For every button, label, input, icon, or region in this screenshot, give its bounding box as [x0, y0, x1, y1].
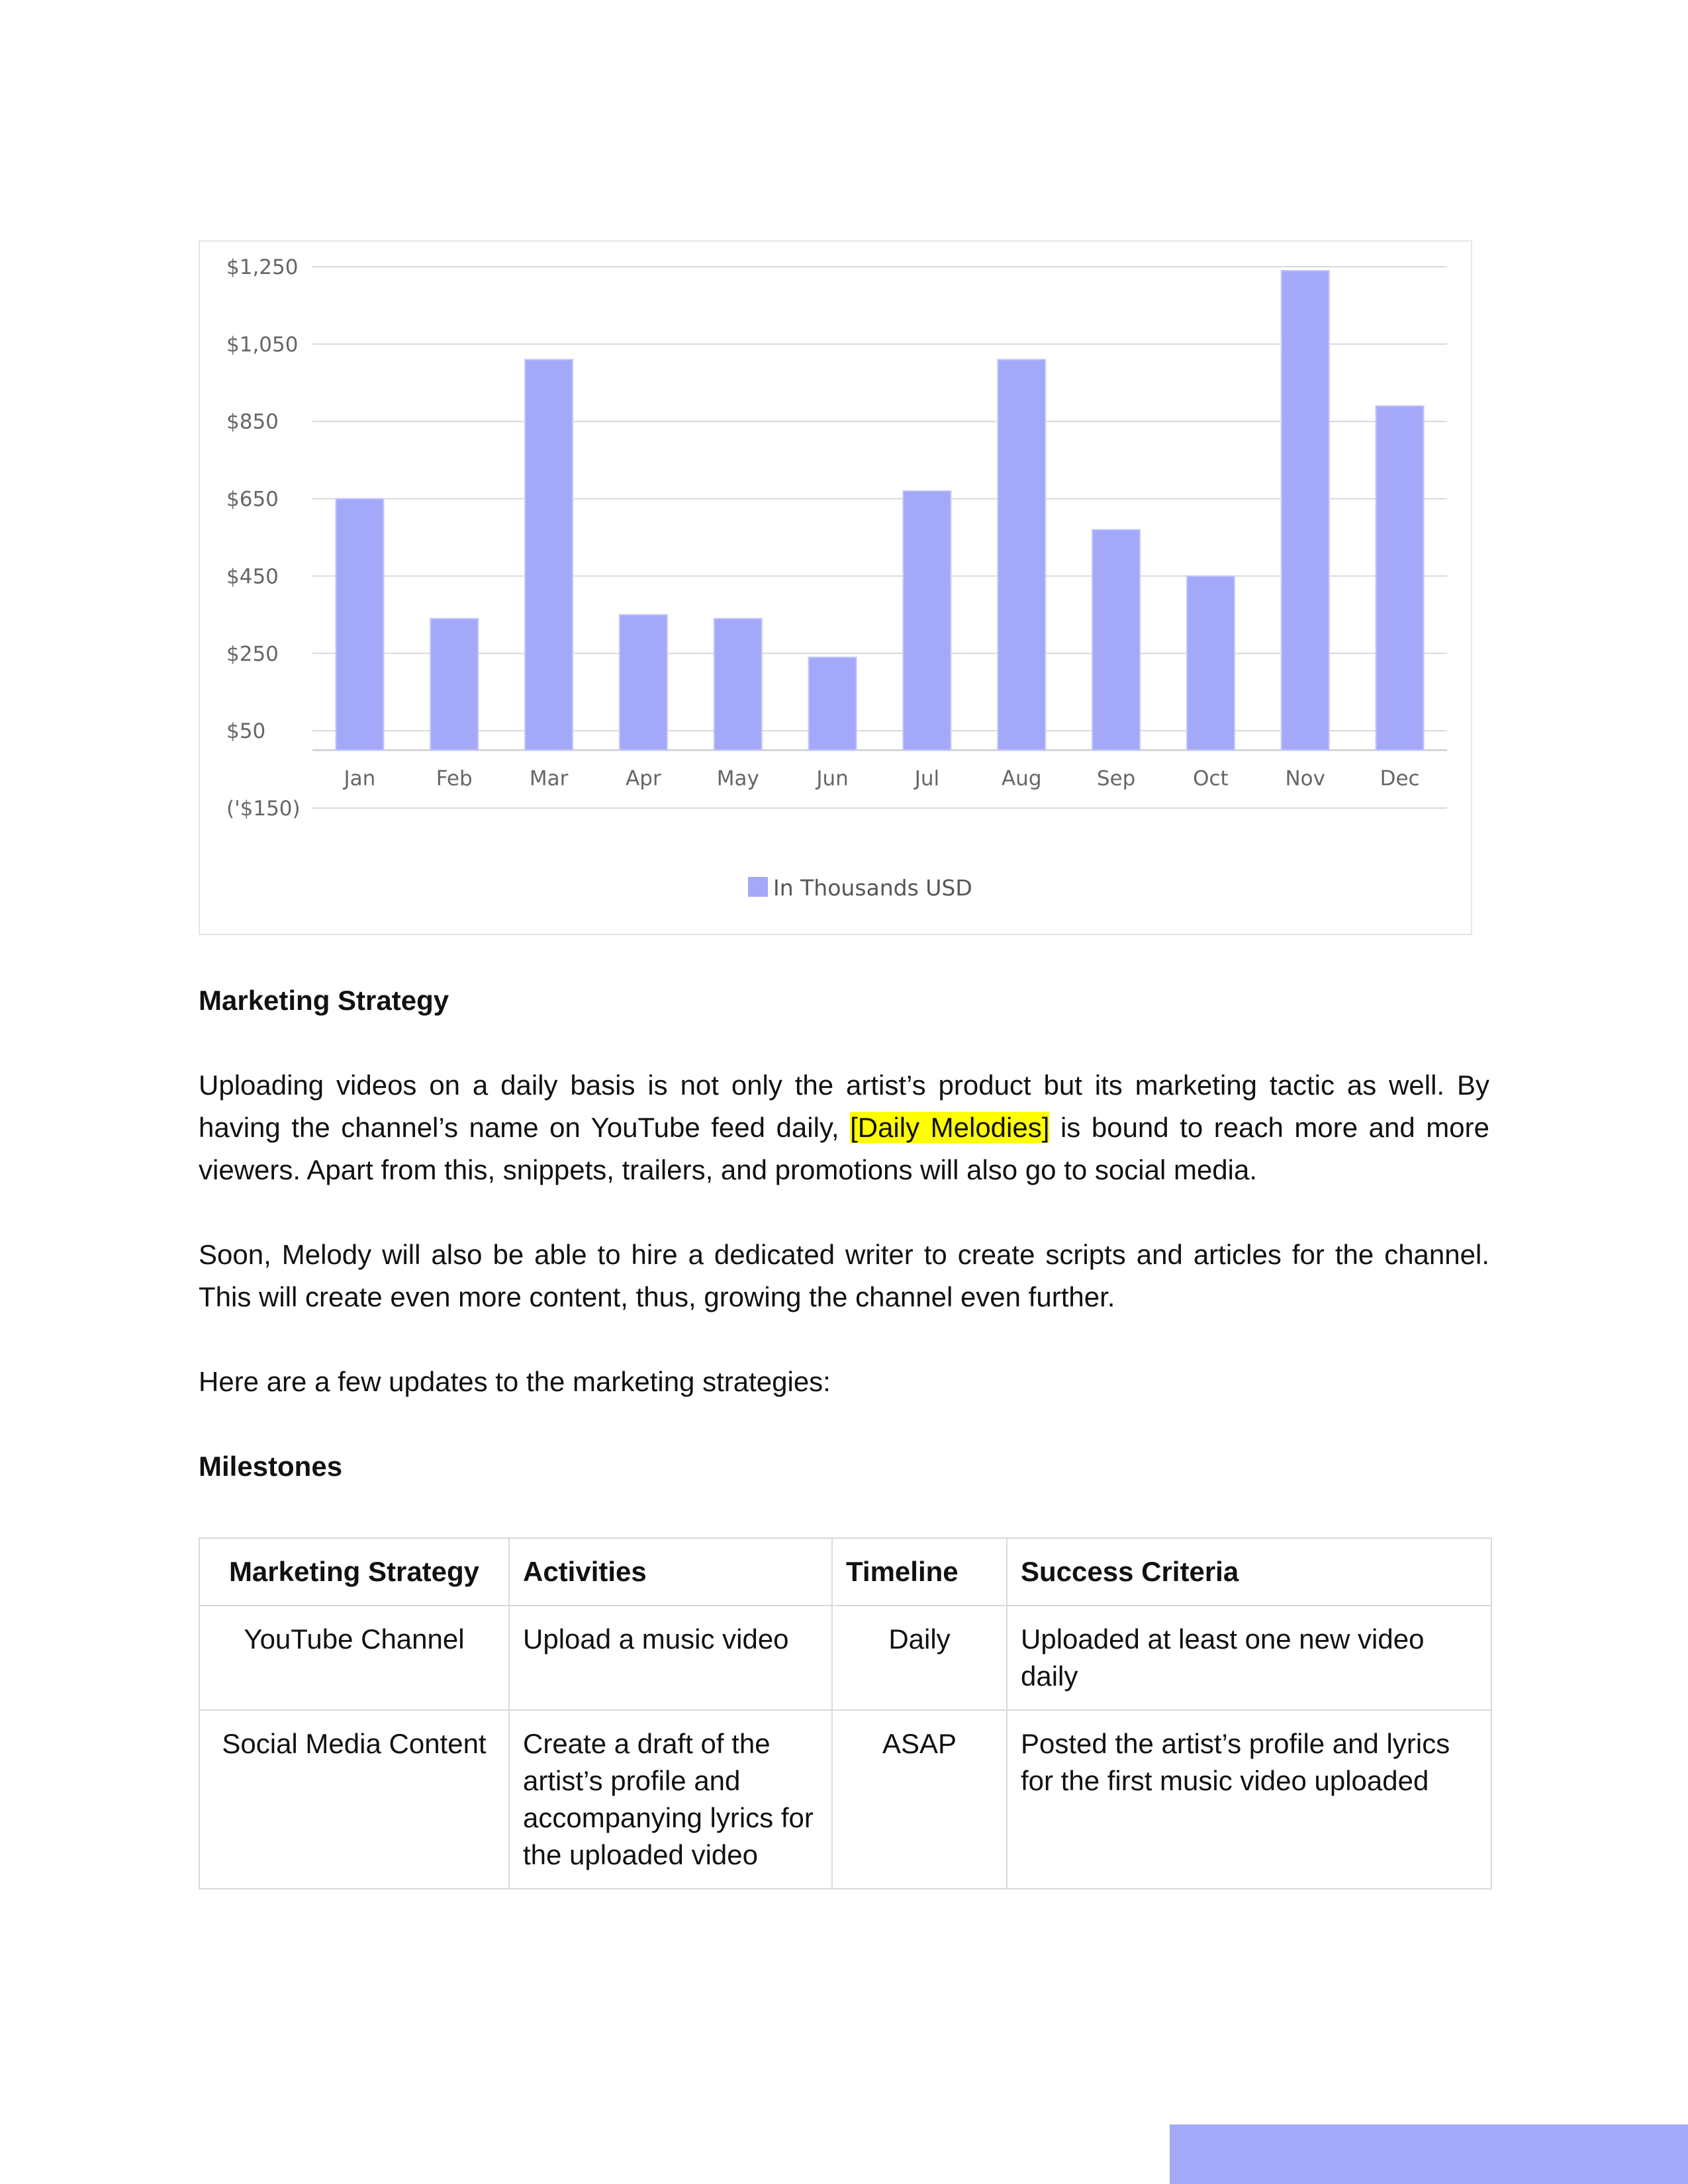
legend-label: In Thousands USD	[773, 875, 972, 901]
bar-feb	[430, 619, 478, 751]
y-tick-label: ('$150)	[226, 797, 301, 821]
bar-jan	[336, 499, 383, 751]
bar-may	[714, 619, 762, 751]
cell-strategy: Social Media Content	[199, 1710, 509, 1889]
document-body	[199, 979, 1489, 1488]
y-tick-label: $1,050	[226, 332, 299, 357]
milestones-heading: Milestones	[199, 1451, 343, 1482]
cell-timeline: ASAP	[832, 1710, 1007, 1889]
x-tick-label: Dec	[1380, 766, 1420, 791]
bar-dec	[1376, 406, 1424, 750]
decorative-corner-bar	[1170, 2124, 1688, 2184]
paragraph-1	[199, 1064, 1489, 1191]
legend-swatch	[748, 877, 768, 897]
cell-activities: Upload a music video	[509, 1606, 832, 1710]
bar-oct	[1187, 576, 1235, 750]
cell-success-criteria: Uploaded at least one new video daily	[1007, 1606, 1491, 1710]
cell-timeline: Daily	[832, 1606, 1007, 1710]
y-tick-label: $250	[226, 642, 279, 666]
x-tick-label: Aug	[1001, 766, 1042, 791]
table-row	[199, 1606, 1491, 1710]
bar-jul	[903, 491, 951, 750]
bar-nov	[1282, 271, 1329, 751]
x-tick-label: Sep	[1096, 766, 1136, 791]
bar-mar	[525, 359, 573, 750]
x-tick-label: Jun	[816, 766, 849, 791]
cell-success-criteria: Posted the artist’s profile and lyrics for the first music video uploaded	[1007, 1710, 1491, 1889]
table-row	[199, 1710, 1491, 1889]
y-tick-label: $450	[226, 565, 279, 589]
x-tick-label: Mar	[529, 766, 569, 791]
header-timeline: Timeline	[832, 1538, 1007, 1606]
x-tick-label: Jul	[914, 766, 940, 791]
revenue-bar-chart	[199, 240, 1472, 935]
x-tick-label: May	[716, 766, 759, 791]
marketing-strategy-heading: Marketing Strategy	[199, 985, 449, 1016]
x-tick-label: Oct	[1193, 766, 1229, 791]
x-tick-label: Feb	[436, 766, 473, 791]
y-tick-label: $1,250	[226, 255, 299, 279]
paragraph-3: Here are a few updates to the marketing strategies:	[199, 1366, 831, 1397]
y-tick-label: $850	[226, 410, 279, 434]
milestones-table	[199, 1537, 1492, 1889]
header-success-criteria: Success Criteria	[1007, 1538, 1491, 1606]
bar-sep	[1092, 529, 1140, 750]
bar-apr	[620, 615, 667, 751]
bar-aug	[998, 359, 1045, 750]
table-header-row	[199, 1538, 1491, 1606]
highlighted-channel-name: [Daily Melodies]	[850, 1112, 1050, 1143]
x-tick-label: Apr	[626, 766, 661, 791]
cell-activities: Create a draft of the artist’s profile and accompanying lyrics for the uploaded video	[509, 1710, 832, 1889]
chart-svg	[200, 242, 1471, 934]
paragraph-1-end: is bound to reach more and more viewers. Apart from this, snippets, trailers, and promotions will also go to social media.	[199, 1112, 1489, 1185]
paragraph-1-start: Uploading videos on a daily basis is not only the artist’s product but its marketing tactic as well. By having the channel’s name on YouTube feed daily,	[199, 1069, 1489, 1143]
header-activities: Activities	[509, 1538, 832, 1606]
paragraph-2: Soon, Melody will also be able to hire a dedicated writer to create scripts and articles for the channel. This will create even more content, thus, growing the channel even further.	[199, 1239, 1489, 1312]
x-tick-label: Nov	[1285, 766, 1326, 791]
x-tick-label: Jan	[344, 766, 376, 791]
bar-jun	[809, 657, 857, 750]
header-marketing-strategy: Marketing Strategy	[199, 1538, 509, 1606]
y-tick-label: $50	[226, 719, 266, 744]
y-tick-label: $650	[226, 487, 279, 512]
cell-strategy: YouTube Channel	[199, 1606, 509, 1710]
